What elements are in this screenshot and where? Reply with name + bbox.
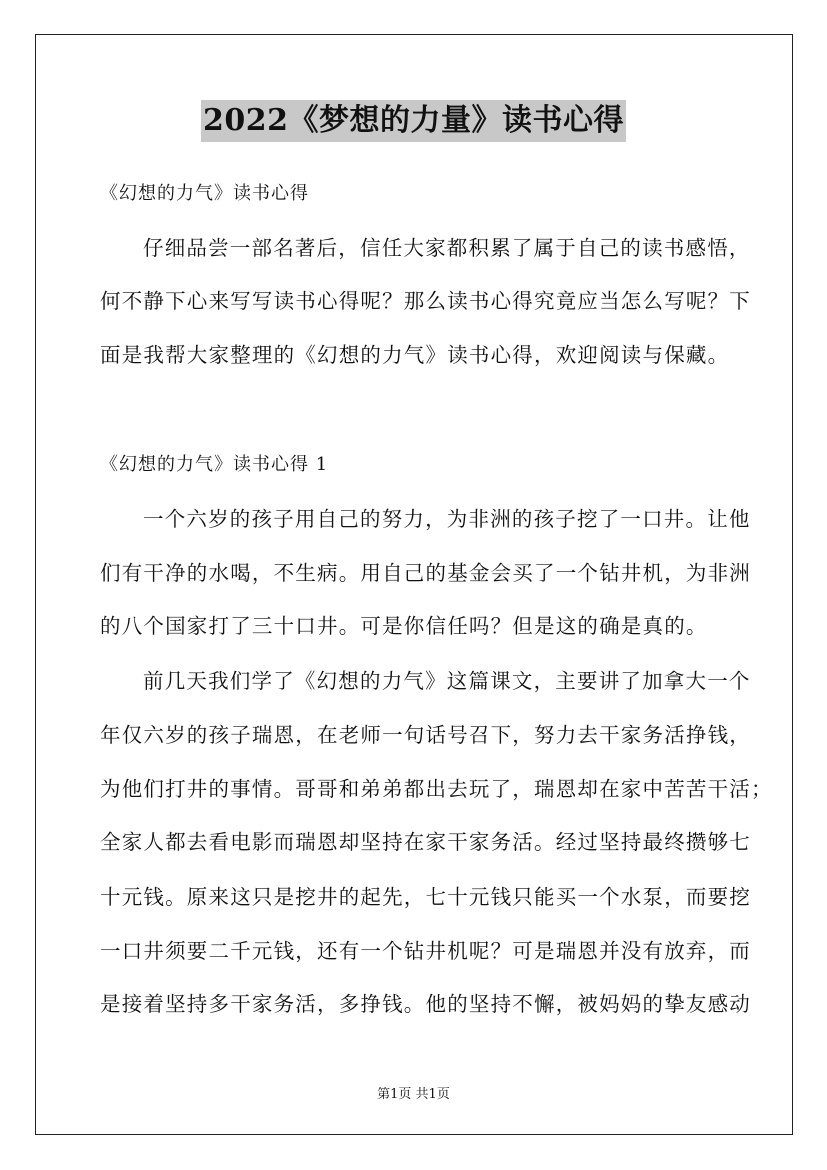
page-footer: 第1页 共1页	[377, 1087, 450, 1102]
title-container	[0, 100, 827, 142]
intro-heading: 《幻想的力气》读书心得	[100, 183, 309, 204]
paragraph-line: 前几天我们学了《幻想的力气》这篇课文，主要讲了加拿大一个	[143, 669, 751, 693]
paragraph-line: 的八个国家打了三十口井。可是你信任吗？但是这的确是真的。	[100, 614, 708, 638]
paragraph-line: 全家人都去看电影而瑞恩却坚持在家干家务活。经过坚持最终攒够七	[100, 830, 751, 854]
document-title: 2022《梦想的力量》读书心得	[201, 100, 626, 142]
paragraph-line: 十元钱。原来这只是挖井的起先，七十元钱只能买一个水泵，而要挖	[100, 885, 751, 909]
intro-line: 面是我帮大家整理的《幻想的力气》读书心得，欢迎阅读与保藏。	[100, 343, 730, 367]
paragraph-line: 一个六岁的孩子用自己的努力，为非洲的孩子挖了一口井。让他	[143, 507, 751, 531]
section-heading: 《幻想的力气》读书心得 1	[100, 454, 329, 475]
paragraph-line: 为他们打井的事情。哥哥和弟弟都出去玩了，瑞恩却在家中苦苦干活；	[100, 777, 773, 801]
paragraph-line: 一口井须要二千元钱，还有一个钻井机呢？可是瑞恩并没有放弃，而	[100, 939, 751, 963]
paragraph-line: 年仅六岁的孩子瑞恩，在老师一句话号召下，努力去干家务活挣钱，	[100, 723, 751, 747]
intro-line: 何不静下心来写写读书心得呢？那么读书心得究竟应当怎么写呢？下	[100, 289, 751, 313]
paragraph-line: 们有干净的水喝，不生病。用自己的基金会买了一个钻井机，为非洲	[100, 561, 751, 585]
intro-line: 仔细品尝一部名著后，信任大家都积累了属于自己的读书感悟，	[143, 236, 751, 260]
paragraph-line: 是接着坚持多干家务活，多挣钱。他的坚持不懈，被妈妈的挚友感动	[100, 992, 751, 1016]
